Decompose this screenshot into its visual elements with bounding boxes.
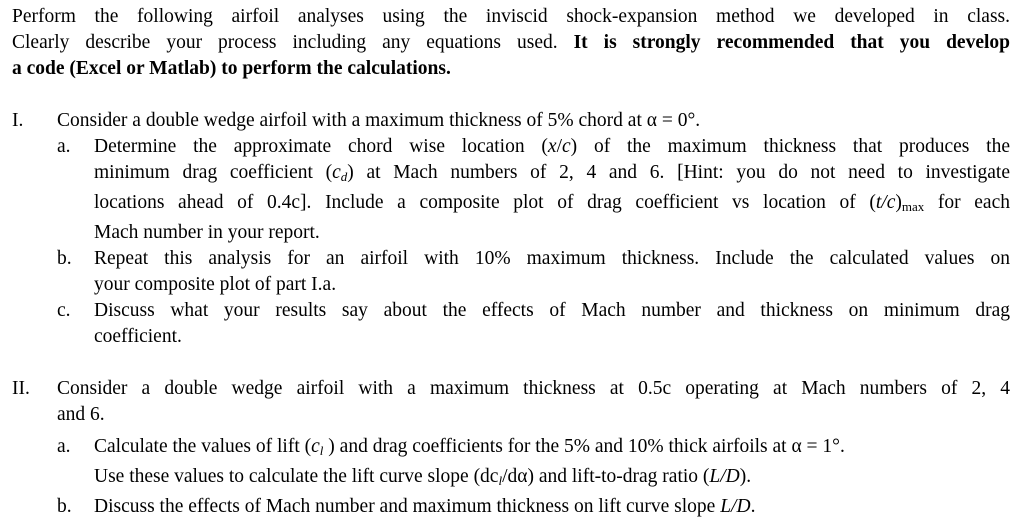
item-letter: c. (57, 300, 71, 321)
section-1-number: I. (12, 110, 24, 131)
section-2 (12, 376, 1010, 520)
section-1 (12, 108, 1010, 350)
section-1-item-b (57, 246, 1010, 298)
item-letter: b. (57, 496, 72, 517)
item-line: coefficient. (94, 326, 182, 347)
section-2-line-1: Consider a double wedge airfoil with a maximum thickness at 0.5c operating at Mach numbers of 2, 4 (57, 378, 1010, 399)
item-line: Use these values to calculate the lift curve slope (dcl/dα) and lift-to-drag ratio (L/D). (94, 466, 752, 488)
item-letter: a. (57, 436, 71, 457)
section-1-text: Consider a double wedge airfoil with a maximum thickness of 5% chord at α = 0°. (57, 110, 701, 131)
intro-bold-code: a code (Excel or Matlab) to perform the calculations. (12, 58, 451, 79)
item-letter: b. (57, 248, 72, 269)
item-line: Discuss the effects of Mach number and maximum thickness on lift curve slope L/D. (94, 496, 756, 517)
intro-paragraph (12, 4, 1010, 82)
section-2-item-a (57, 434, 1010, 494)
item-line: Determine the approximate chord wise location (x/c) of the maximum thickness that produces the (94, 136, 1010, 157)
section-2-number: II. (12, 378, 30, 399)
intro-line-1: Perform the following airfoil analyses using the inviscid shock-expansion method we developed in class. (12, 6, 1010, 27)
item-line: Discuss what your results say about the effects of Mach number and thickness on minimum drag (94, 300, 1010, 321)
item-line: Mach number in your report. (94, 222, 320, 243)
section-2-item-b (57, 494, 1010, 520)
item-line: minimum drag coefficient (cd) at Mach numbers of 2, 4 and 6. [Hint: you do not need to investigate (94, 162, 1010, 184)
intro-line-2: Clearly describe your process including any equations used. It is strongly recommended that you develop (12, 32, 1010, 53)
item-line: locations ahead of 0.4c]. Include a composite plot of drag coefficient vs location of $(t/c)_{max}$ for each (94, 192, 1010, 214)
section-1-item-a (57, 134, 1010, 246)
item-line: your composite plot of part I.a. (94, 274, 337, 295)
intro-line-3 (12, 56, 1010, 82)
item-letter: a. (57, 136, 71, 157)
assignment-document (12, 4, 1010, 520)
item-line: Repeat this analysis for an airfoil with 10% maximum thickness. Include the calculated values on (94, 248, 1010, 269)
intro-bold-recommendation: It is strongly recommended that you develop (573, 32, 1010, 53)
section-2-line-2: and 6. (57, 404, 105, 425)
item-line: Calculate the values of lift (cl ) and drag coefficients for the 5% and 10% thick airfoils at α = 1°. (94, 436, 845, 458)
section-1-item-c (57, 298, 1010, 350)
